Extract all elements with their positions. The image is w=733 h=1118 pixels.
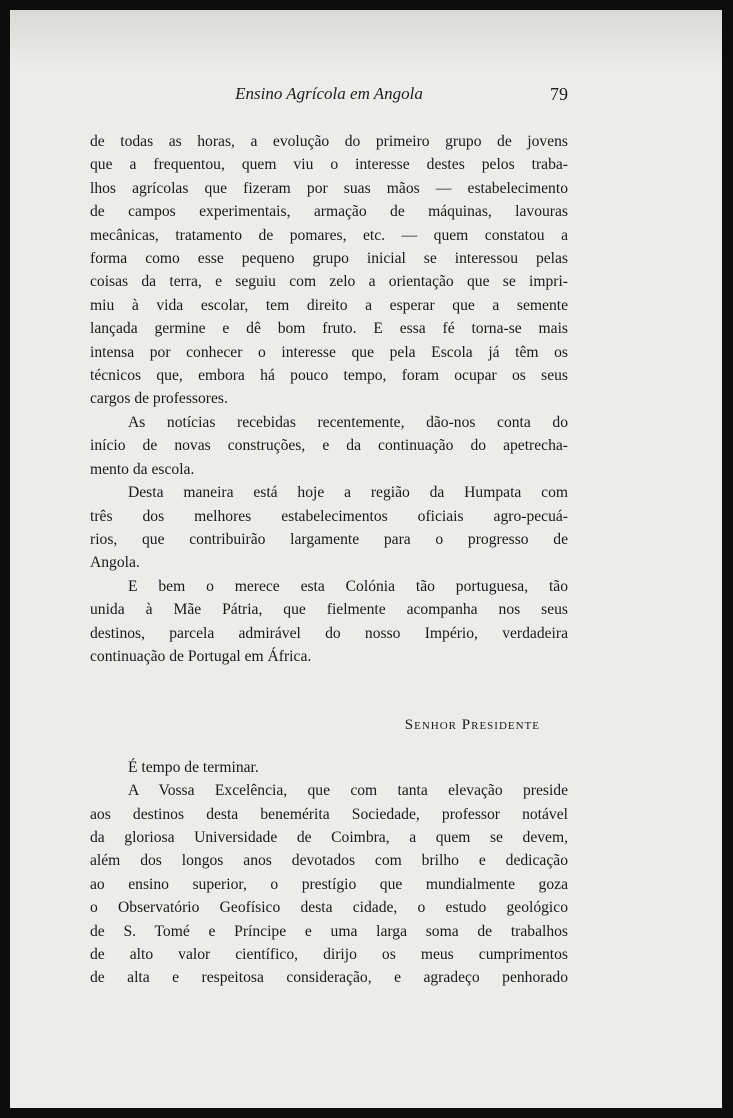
page-number: 79: [550, 84, 568, 104]
text-line: de alto valor científico, dirijo os meus cumprimentos: [90, 946, 568, 963]
text-line: E bem o merece esta Colónia tão portuguesa, tão: [128, 577, 568, 595]
paragraph: [90, 481, 568, 575]
text-line: forma como esse pequeno grupo inicial se interessou pelas: [90, 250, 568, 268]
text-line: três dos melhores estabelecimentos oficiais agro-pecuá-: [90, 507, 568, 525]
paragraphs-before-heading: [90, 130, 568, 668]
page-header: [90, 84, 568, 110]
text-line: técnicos que, embora há pouco tempo, foram ocupar os seus: [90, 367, 568, 385]
text-line: ao ensino superior, o prestígio que mundialmente goza: [90, 875, 568, 893]
text-line: Desta maneira está hoje a região da Humpata com: [128, 484, 568, 502]
text-line: de S. Tomé e Príncipe e uma larga soma de trabalhos: [90, 922, 568, 940]
text-line: início de novas construções, e da continuação do apetrecha-: [90, 437, 568, 455]
paragraph: [90, 130, 568, 411]
text-line: cargos de professores.: [90, 390, 228, 408]
paragraph: [90, 756, 568, 779]
text-line: de todas as horas, a evolução do primeiro grupo de jovens: [90, 133, 568, 150]
scan-shading: [10, 10, 722, 70]
text-line: lhos agrícolas que fizeram por suas mãos — estabelecimento: [90, 179, 568, 197]
text-line: destinos, parcela admirável do nosso Império, verdadeira: [90, 624, 568, 642]
text-line: A Vossa Excelência, que com tanta elevação preside: [128, 782, 568, 800]
text-line: continuação de Portugal em África.: [90, 647, 312, 665]
text-line: coisas da terra, e seguiu com zelo a orientação que se impri-: [90, 273, 568, 291]
text-line: mecânicas, tratamento de pomares, etc. — quem constatou a: [90, 226, 568, 244]
text-line: além dos longos anos devotados com brilho e dedicação: [90, 852, 568, 870]
paragraph: [90, 411, 568, 481]
text-line: lançada germine e dê bom fruto. E essa fé torna-se mais: [90, 320, 568, 338]
text-line: rios, que contribuirão largamente para o progresso de: [90, 530, 568, 548]
paragraphs-after-heading: [90, 756, 568, 990]
text-line: o Observatório Geofísico desta cidade, o estudo geológico: [90, 899, 568, 917]
text-line: miu à vida escolar, tem direito a esperar que a semente: [90, 296, 568, 314]
text-line: Angola.: [90, 554, 140, 572]
text-line: mento da escola.: [90, 460, 195, 478]
text-line: As notícias recebidas recentemente, dão-nos conta do: [128, 413, 568, 431]
text-line: intensa por conhecer o interesse que pela Escola já têm os: [90, 343, 568, 361]
text-line: É tempo de terminar.: [128, 758, 259, 776]
text-line: aos destinos desta benemérita Sociedade, professor notável: [90, 805, 568, 823]
book-page: [10, 10, 722, 1108]
section-heading: Senhor Presidente: [404, 717, 540, 734]
text-line: unida à Mãe Pátria, que fielmente acompanha nos seus: [90, 601, 568, 619]
running-title: Ensino Agrícola em Angola: [235, 84, 423, 103]
text-line: de alta e respeitosa consideração, e agradeço penhorado: [90, 969, 568, 987]
text-line: da gloriosa Universidade de Coimbra, a quem se devem,: [90, 828, 568, 846]
paragraph: [90, 779, 568, 990]
body-text: [90, 130, 568, 990]
paragraph: [90, 575, 568, 669]
text-line: que a frequentou, quem viu o interesse destes pelos traba-: [90, 156, 568, 174]
text-line: de campos experimentais, armação de máquinas, lavouras: [90, 203, 568, 221]
